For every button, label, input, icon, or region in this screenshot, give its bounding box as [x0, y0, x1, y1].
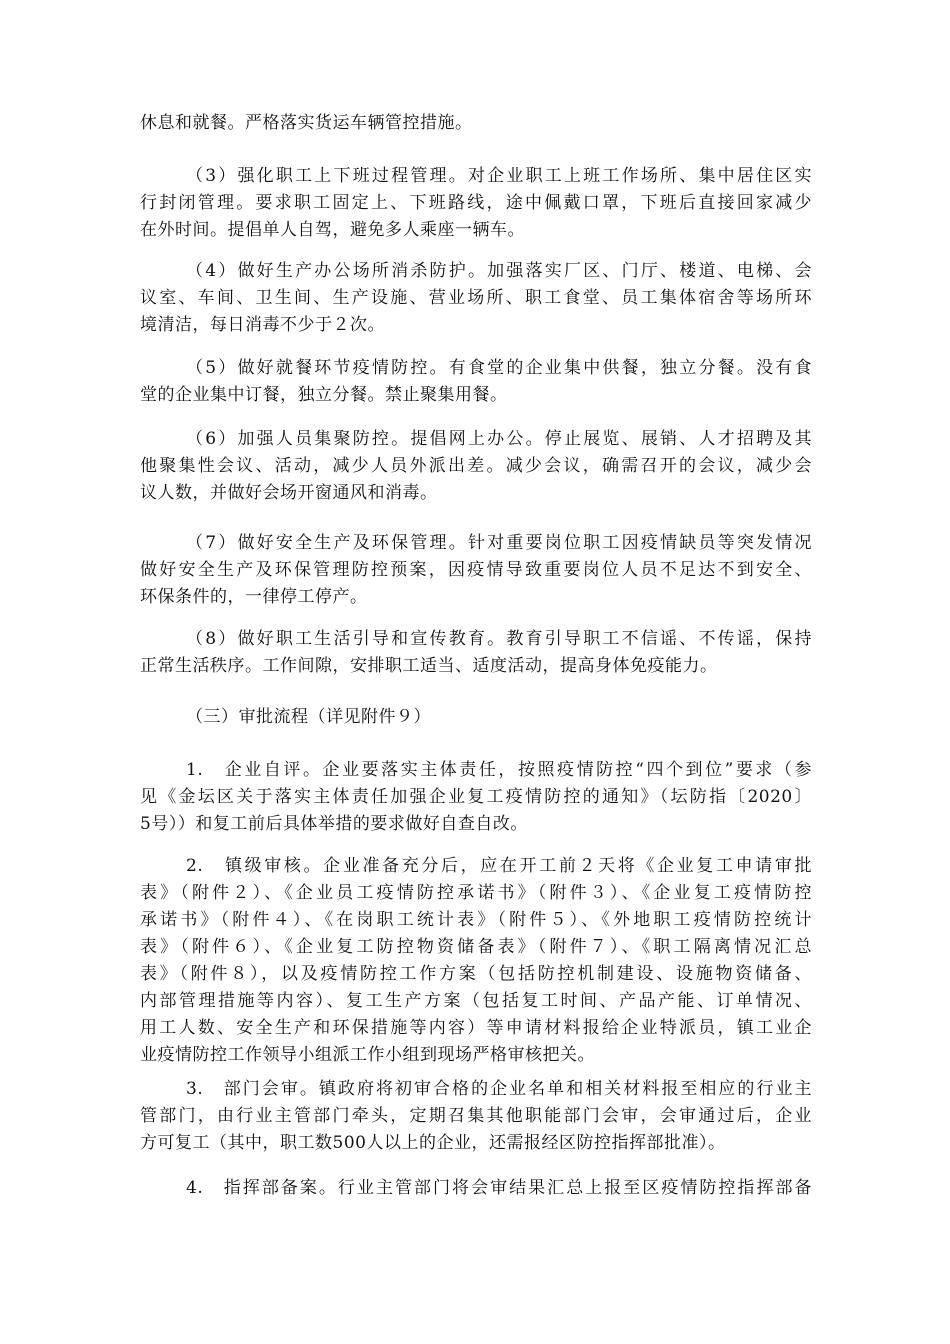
paragraph-disinfection [140, 258, 812, 339]
text-line: （5）做好就餐环节疫情防控。有食堂的企业集中供餐，独立分餐。没有食 [186, 358, 812, 378]
text-line: 正常生活秩序。工作间隙，安排职工适当、适度活动，提高身体免疫能力。 [140, 656, 718, 676]
paragraph-command-filing [140, 1175, 812, 1202]
text-line: 议室、车间、卫生间、生产设施、营业场所、职工食堂、员工集体宿舍等场所环 [140, 288, 812, 308]
text-line: 3. 部门会审。镇政府将初审合格的企业名单和相关材料报至相应的行业主 [186, 1079, 812, 1099]
text-line: 承诺书》（附件４）、《在岗职工统计表》（附件５）、《外地职工疫情防控统计 [140, 910, 812, 930]
text-line: 行封闭管理。要求职工固定上、下班路线，途中佩戴口罩，下班后直接回家减少 [140, 193, 812, 213]
text-line: （三）审批流程（详见附件９） [186, 707, 431, 727]
text-line: （4）做好生产办公场所消杀防护。加强落实厂区、门厅、楼道、电梯、会 [186, 261, 812, 281]
text-line: 业疫情防控工作领导小组派工作小组到现场严格审核把关。 [140, 1045, 595, 1065]
text-line: 境清洁，每日消毒不少于２次。 [140, 315, 385, 335]
text-line: 内部管理措施等内容）、复工生产方案（包括复工时间、产品产能、订单情况、 [140, 991, 812, 1011]
paragraph-rest-and-meals [140, 110, 812, 137]
text-line: 5号））和复工前后具体举措的要求做好自查自改。 [140, 814, 528, 834]
paragraph-town-review [140, 853, 812, 1069]
text-line: （3）强化职工上下班过程管理。对企业职工上班工作场所、集中居住区实 [186, 166, 812, 186]
text-line: 在外时间。提倡单人自驾，避免多人乘座一辆车。 [140, 220, 525, 240]
section-heading-approval-process [140, 704, 812, 731]
text-line: 表》（附件８），以及疫情防控工作方案（包括防控机制建设、设施物资储备、 [140, 964, 812, 984]
text-line: （6）加强人员集聚防控。提倡网上办公。停止展览、展销、人才招聘及其 [186, 429, 812, 449]
text-line: 表》（附件６）、《企业复工防控物资储备表》（附件７）、《职工隔离情况汇总 [140, 937, 812, 957]
paragraph-commute-management [140, 163, 812, 244]
text-line: 堂的企业集中订餐，独立分餐。禁止聚集用餐。 [140, 385, 508, 405]
text-line: 1. 企业自评。企业要落实主体责任，按照疫情防控“四个到位”要求（参 [186, 760, 812, 780]
paragraph-gathering-control [140, 426, 812, 507]
text-line: 2. 镇级审核。企业准备充分后，应在开工前２天将《企业复工申请审批 [186, 856, 812, 876]
text-line: 用工人数、安全生产和环保措施等内容）等申请材料报给企业特派员，镇工业企 [140, 1018, 812, 1038]
text-line: （7）做好安全生产及环保管理。针对重要岗位职工因疫情缺员等突发情况 [186, 533, 812, 553]
text-line: 环保条件的，一律停工停产。 [140, 587, 368, 607]
paragraph-self-evaluation [140, 757, 812, 838]
text-line: 方可复工（其中，职工数500人以上的企业，还需报经区防控指挥部批准）。 [140, 1133, 726, 1153]
text-line: 他聚集性会议、活动，减少人员外派出差。减少会议，确需召开的会议，减少会 [140, 456, 812, 476]
text-line: 议人数，并做好会场开窗通风和消毒。 [140, 483, 438, 503]
paragraph-department-review [140, 1076, 812, 1157]
text-line: （8）做好职工生活引导和宣传教育。教育引导职工不信谣、不传谣，保持 [186, 629, 812, 649]
text-line: 表》（附件２）、《企业员工疫情防控承诺书》（附件３）、《企业复工疫情防控 [140, 883, 812, 903]
text-line: 见《金坛区关于落实主体责任加强企业复工疫情防控的通知》（坛防指〔2020〕 [140, 787, 812, 807]
text-line: 做好安全生产及环保管理防控预案，因疫情导致重要岗位人员不足达不到安全、 [140, 560, 812, 580]
paragraph-life-guidance [140, 626, 812, 680]
paragraph-safety-environment [140, 530, 812, 611]
paragraph-dining [140, 355, 812, 409]
text-line: 休息和就餐。严格落实货运车辆管控措施。 [140, 113, 473, 133]
text-line: 管部门，由行业主管部门牵头，定期召集其他职能部门会审，会审通过后，企业 [140, 1106, 812, 1126]
text-line: 4. 指挥部备案。行业主管部门将会审结果汇总上报至区疫情防控指挥部备 [186, 1178, 812, 1198]
